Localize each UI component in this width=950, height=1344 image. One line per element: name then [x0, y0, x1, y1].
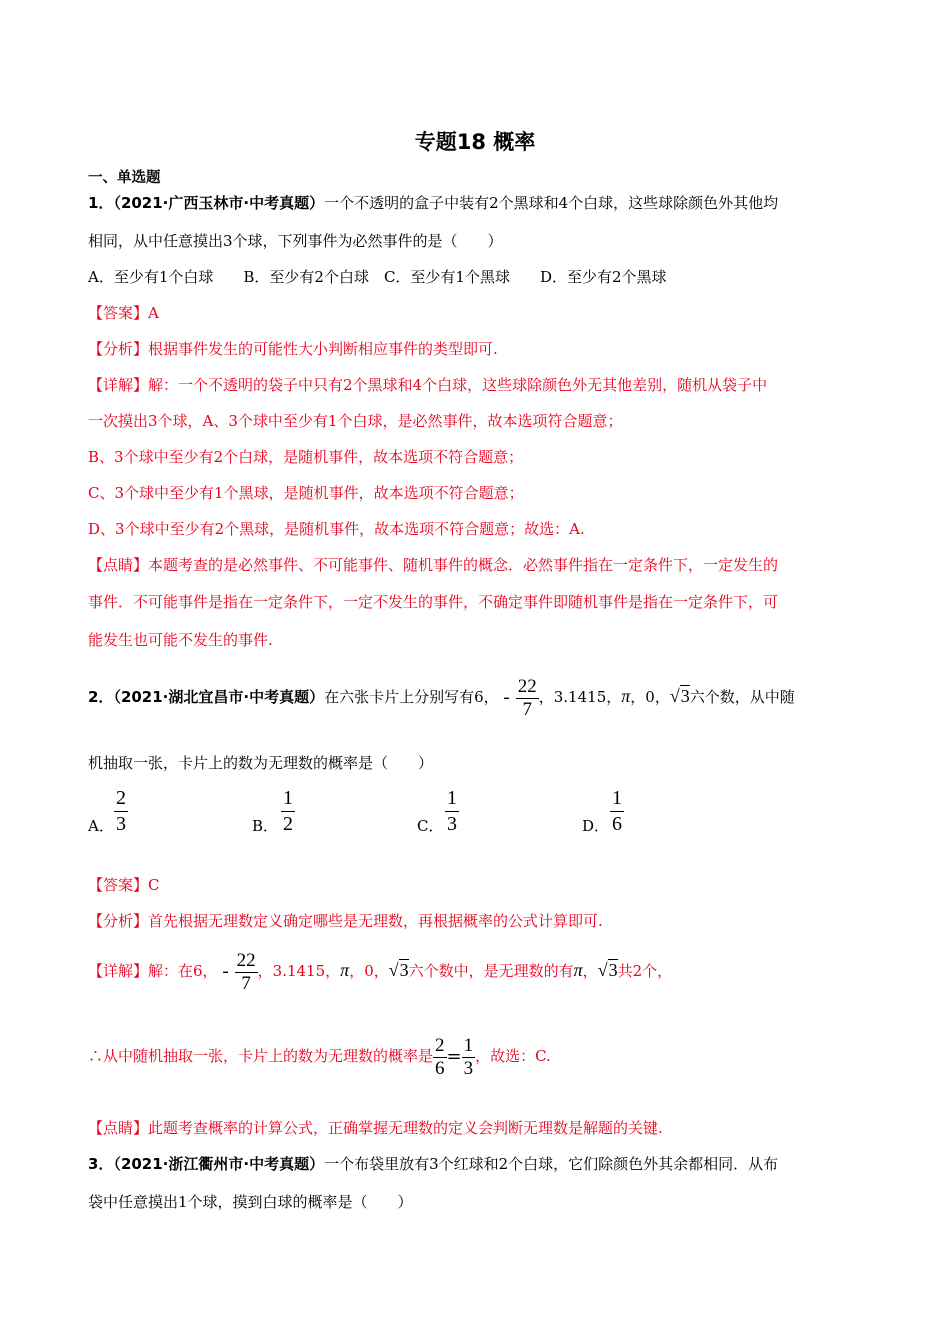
q2-pi: π: [621, 686, 631, 706]
q2-sqrt: √3: [669, 686, 690, 706]
q2-option-b-label: B．: [252, 817, 279, 835]
q2-option-b-den: 2: [283, 813, 293, 835]
q2-conclusion-fraction-1: [433, 1035, 447, 1080]
q2-option-d-fraction: [610, 786, 624, 837]
q2-detail-e: ，: [582, 962, 598, 980]
q2-detail-frac-den: 7: [241, 972, 251, 994]
q2-detail-pi: π: [340, 960, 350, 980]
q2-option-a-fraction: [114, 786, 128, 837]
q1-line1: [88, 193, 778, 213]
q2-text-a: 在六张卡片上分别写有6，: [324, 688, 499, 706]
q2-option-c-label: C．: [417, 817, 444, 835]
q2-detail-c: ，0，: [349, 962, 389, 980]
q1-point1: 【点睛】本题考查的是必然事件、不可能事件、随机事件的概念．必然事件指在一定条件下，一定发生的: [88, 556, 779, 574]
q2-detail-negative-sign: -: [222, 961, 229, 982]
q1-options: A．至少有1个白球 B．至少有2个白球 C．至少有1个黑球 D．至少有2个黑球: [88, 268, 667, 286]
q1-point2: 事件．不可能事件是指在一定条件下，一定不发生的事件，不确定事件即随机事件是指在一定条件下，可: [88, 593, 779, 611]
q2-answer: 【答案】C: [88, 876, 160, 894]
q2-detail-frac-num: 22: [236, 949, 256, 971]
q1-line2: 相同，从中任意摸出3个球，下列事件为必然事件的是（ ）: [88, 232, 503, 250]
q2-conclusion-equals: =: [446, 1046, 462, 1067]
q2-detail-sqrt-2: √3: [597, 960, 618, 980]
section-heading: 一、单选题: [88, 170, 161, 186]
q1-detail1: 【详解】解：一个不透明的袋子中只有2个黑球和4个白球，这些球除颜色外无其他差别，随机从袋子中: [88, 376, 768, 394]
q2-frac-den: 7: [522, 698, 532, 720]
q2-detail-b: ，3.1415，: [257, 962, 341, 980]
q2-negative-sign: -: [503, 687, 510, 708]
q1-detail5: D、3个球中至少有2个黑球，是随机事件，故本选项不符合题意；故选：A.: [88, 520, 585, 538]
page-title: 专题18 概率: [414, 130, 536, 154]
q2-conc-num2: 1: [463, 1034, 474, 1056]
q2-detail-sqrt-radicand: 3: [399, 960, 409, 980]
q2-line2: 机抽取一张，卡片上的数为无理数的概率是（ ）: [88, 754, 434, 772]
q1-answer: 【答案】A: [88, 304, 159, 322]
q2-option-d-num: 1: [610, 786, 624, 812]
q2-line1: [88, 674, 795, 721]
q1-detail4: C、3个球中至少有1个黑球，是随机事件，故本选项不符合题意；: [88, 484, 524, 502]
q2-option-a-num: 2: [114, 786, 128, 812]
q2-option-d-label: D．: [582, 817, 610, 835]
q3-source: （2021·浙江衢州市·中考真题）: [113, 1155, 325, 1173]
q2-detail-pi-2: π: [573, 960, 583, 980]
q2-conc-num1: 2: [435, 1034, 445, 1056]
q2-fraction: [516, 676, 539, 721]
q3-line2: 袋中任意摸出1个球，摸到白球的概率是（ ）: [88, 1193, 413, 1211]
q2-text-b: ，3.1415，: [538, 688, 622, 706]
q2-option-c-den: 3: [447, 813, 457, 835]
q1-detail3: B、3个球中至少有2个白球，是随机事件，故本选项不符合题意；: [88, 448, 524, 466]
q2-detail-f: 共2个，: [617, 962, 673, 980]
q1-text1: 一个不透明的盒子中装有2个黑球和4个白球，这些球除颜色外其他均: [324, 194, 779, 212]
q1-number: 1．: [88, 194, 114, 212]
q2-detail-sqrt: √3: [388, 960, 409, 980]
q2-text-d: 六个数，从中随: [689, 688, 795, 706]
q2-conc-den1: 6: [435, 1057, 445, 1079]
q2-detail-fraction: [235, 950, 258, 995]
q2-source: （2021·湖北宜昌市·中考真题）: [113, 688, 325, 706]
q2-detail-a: 【详解】解：在6，: [88, 962, 218, 980]
q2-option-c-fraction: [445, 786, 459, 837]
q2-option-b-num: 1: [281, 786, 295, 812]
q2-option-d-den: 6: [612, 813, 622, 835]
q2-sqrt-radicand: 3: [680, 686, 690, 706]
q2-number: 2．: [88, 688, 114, 706]
q1-detail2: 一次摸出3个球，A、3个球中至少有1个白球，是必然事件，故本选项符合题意；: [88, 412, 623, 430]
q2-option-a-den: 3: [116, 813, 126, 835]
q3-text1: 一个布袋里放有3个红球和2个白球，它们除颜色外其余都相同．从布: [324, 1155, 779, 1173]
q2-option-c-num: 1: [445, 786, 459, 812]
q2-conclusion-a: ∴从中随机抽取一张，卡片上的数为无理数的概率是: [88, 1047, 434, 1065]
q2-text-c: ，0，: [630, 688, 670, 706]
q1-analysis: 【分析】根据事件发生的可能性大小判断相应事件的类型即可.: [88, 340, 498, 358]
q2-analysis: 【分析】首先根据无理数定义确定哪些是无理数，再根据概率的公式计算即可.: [88, 912, 603, 930]
q3-number: 3．: [88, 1155, 114, 1173]
q2-conc-den2: 3: [463, 1057, 474, 1079]
q1-source: （2021·广西玉林市·中考真题）: [113, 194, 325, 212]
q2-detail-sqrt-radicand-2: 3: [608, 960, 618, 980]
q2-conclusion-fraction-2: [462, 1035, 476, 1080]
q1-point3: 能发生也可能不发生的事件.: [88, 631, 273, 649]
q2-detail-d: 六个数中，是无理数的有: [408, 962, 574, 980]
q2-detail: [88, 948, 672, 995]
q2-conclusion-b: ，故选：C.: [475, 1047, 551, 1065]
q2-option-b-fraction: [281, 786, 295, 837]
q2-frac-num: 22: [517, 675, 537, 697]
q2-option-a-label: A．: [88, 817, 114, 835]
q3-line1: [88, 1154, 778, 1174]
q2-point: 【点睛】此题考查概率的计算公式，正确掌握无理数的定义会判断无理数是解题的关键.: [88, 1119, 663, 1137]
q2-conclusion: [88, 1034, 551, 1080]
